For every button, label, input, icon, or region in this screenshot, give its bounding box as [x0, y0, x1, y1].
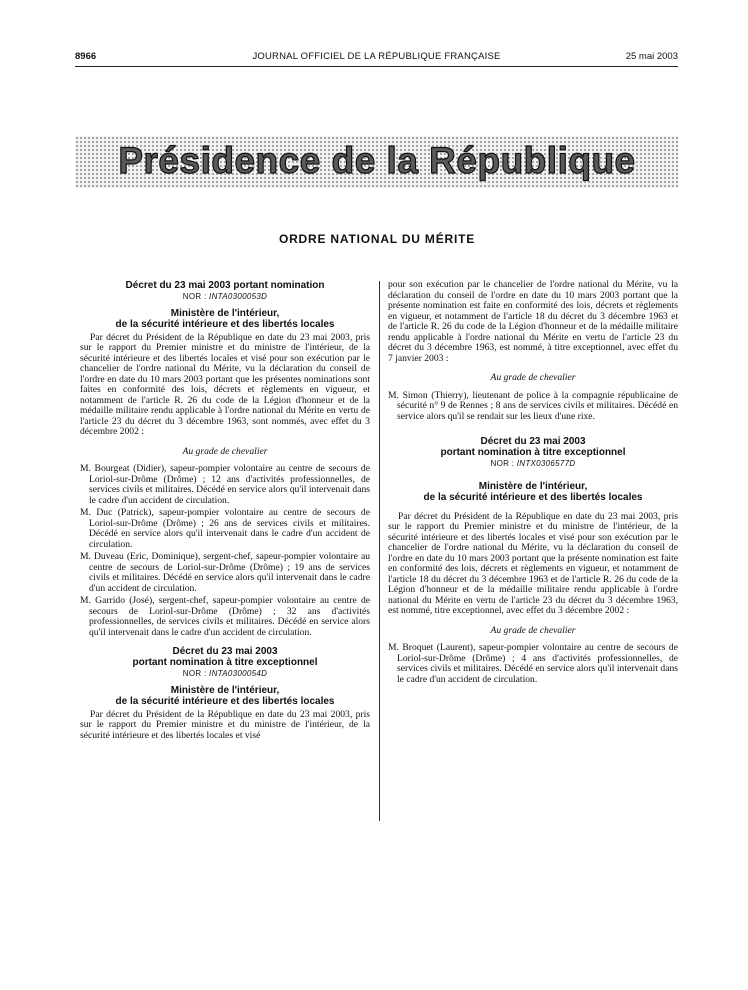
decree-heading-line-1: Décret du 23 mai 2003: [172, 646, 278, 657]
nominee-entry: M. Broquet (Laurent), sapeur-pompier volontaire au centre de secours de Loriol-sur-Drôme (Drôme) ; 4 ans d'activités professionnelles, de services civils et militaires. Décédé en service alors qu'il intervenait dans le cadre d'un accident de circulation.: [388, 642, 678, 685]
left-column: [80, 280, 370, 741]
nor-code: INTA0300054D: [209, 669, 268, 678]
issue-date: 25 mai 2003: [625, 51, 678, 62]
nominee-entry: M. Bourgeat (Didier), sapeur-pompier volontaire au centre de secours de Loriol-sur-Drôme (Drôme) ; 12 ans d'activités professionnelles, de services civils et militaires. Décédé en service alors qu'il intervenait dans le cadre d'un accident de circulation.: [80, 463, 370, 506]
decree-heading-line-2: portant nomination à titre exceptionnel: [440, 447, 626, 458]
decree-heading: [388, 436, 678, 458]
nor-reference: [388, 459, 678, 470]
decree-body: Par décret du Président de la République en date du 23 mai 2003, pris sur le rapport du Premier ministre et du ministre de l'intérieur, de la sécurité intérieure et des libertés locales et visé pour son exécution par le chancelier de l'ordre national du Mérite, vu la déclaration du conseil de l'ordre en date du 10 mars 2003 portant que les présentes nominations sont faites en conformité des lois, décrets et règlements en vigueur, et notamment de l'article R. 26 du code de la Légion d'honneur et de la médaille militaire rendu applicable à l'ordre national du Mérite en vertu de l'article 23 du décret du 3 décembre 1963, sont nommés, avec effet du 3 décembre 2002 :: [80, 331, 370, 437]
grade-heading: Au grade de chevalier: [490, 624, 576, 636]
ministry-line-2: de la sécurité intérieure et des libertés locales: [423, 491, 643, 503]
ministry-heading: [80, 308, 370, 330]
ministry-heading: [80, 685, 370, 707]
nominee-entry: M. Duveau (Eric, Dominique), sergent-chef, sapeur-pompier volontaire au centre de secours de Loriol-sur-Drôme (Drôme) ; 19 ans de services civils et militaires. Décédé en service alors qu'il intervenait dans le cadre d'un accident de circulation.: [80, 551, 370, 594]
column-divider: [379, 281, 380, 821]
nominee-entry: M. Garrido (José), sergent-chef, sapeur-pompier volontaire au centre de secours de Loriol-sur-Drôme (Drôme) ; 32 ans d'activités professionnelles, de services civils et militaires. Décédé en service alors qu'il intervenait dans le cadre d'un accident de circulation.: [80, 595, 370, 638]
section-banner: [75, 136, 679, 188]
decree-heading-line-1: Décret du 23 mai 2003: [480, 436, 586, 447]
grade-heading: Au grade de chevalier: [182, 445, 268, 457]
ministry-heading: [388, 481, 678, 503]
journal-title: JOURNAL OFFICIEL DE LA RÉPUBLIQUE FRANÇAISE: [252, 51, 501, 62]
page-header: [75, 51, 678, 65]
ministry-line-1: Ministère de l'intérieur,: [170, 684, 280, 696]
nor-code: INTX0306577D: [516, 459, 576, 468]
header-rule: [75, 66, 678, 67]
decree-block-2: [80, 646, 370, 741]
nor-code: INTA0300053D: [209, 292, 268, 301]
decree-body-continuation: pour son exécution par le chancelier de l'ordre national du Mérite, vu la déclaration du conseil de l'ordre en date du 10 mars 2003 portant que la présente nomination est faite en conformité des lois, décrets et règlements en vigueur, et notamment de l'article 18 du décret du 3 décembre 1963 et de l'article R. 26 du code de la Légion d'honneur et de la médaille militaire rendu applicable à l'ordre national du Mérite en vertu de l'article 23 du décret du 3 décembre 1963, est nommé, à titre exceptionnel, avec effet du 7 janvier 2003 :: [388, 279, 678, 364]
nor-label: NOR :: [182, 292, 210, 301]
nominee-entry: M. Duc (Patrick), sapeur-pompier volontaire au centre de secours de Loriol-sur-Drôme (Drôme) ; 26 ans de services civils et militaires. Décédé en service alors qu'il intervenait dans le cadre d'un accident de circulation.: [80, 507, 370, 550]
ministry-line-1: Ministère de l'intérieur,: [170, 307, 280, 319]
grade-heading: Au grade de chevalier: [490, 372, 576, 383]
nominee-entry: M. Simon (Thierry), lieutenant de police à la compagnie républicaine de sécurité n° 9 de Rennes ; 8 ans de services civils et militaires. Décédé en service alors qu'il se rendait sur les lieux d'une rixe.: [388, 389, 678, 422]
decree-body-start: Par décret du Président de la République en date du 23 mai 2003, pris sur le rapport du Premier ministre et du ministre de l'intérieur, de la sécurité intérieure et des libertés locales et visé: [80, 708, 370, 741]
nor-label: NOR :: [182, 669, 210, 678]
page-number: 8966: [75, 51, 97, 62]
decree-block-3: [388, 436, 678, 685]
nor-reference: [80, 292, 370, 303]
decree-body: Par décret du Président de la République en date du 23 mai 2003, pris sur le rapport du Premier ministre et du ministre de l'intérieur, de la sécurité intérieure et des libertés locales et visé pour son exécution par le chancelier de l'ordre national du Mérite, vu la déclaration du conseil de l'ordre en date du 10 mars 2003 portant que la présente nomination est faite en conformité des lois, décrets et règlements en vigueur, et notamment de l'article 18 du décret du 3 décembre 1963 et de l'article R. 26 du code de la Légion d'honneur et de la médaille militaire rendu applicable à l'ordre national du Mérite en vertu de l'article 23 du décret du 3 décembre 1963, est nommé, titre exceptionnel, avec effet du 3 décembre 2002 :: [388, 510, 678, 616]
decree-block-1: [80, 280, 370, 638]
nor-reference: [80, 669, 370, 680]
ministry-line-2: de la sécurité intérieure et des libertés locales: [115, 318, 335, 330]
decree-heading: Décret du 23 mai 2003 portant nomination: [125, 280, 325, 291]
banner-title: Présidence de la République: [118, 140, 636, 181]
right-column: [388, 280, 678, 687]
decree-heading: [80, 646, 370, 668]
decree-heading-line-2: portant nomination à titre exceptionnel: [132, 657, 318, 668]
section-title: ORDRE NATIONAL DU MÉRITE: [278, 232, 476, 246]
ministry-line-1: Ministère de l'intérieur,: [478, 480, 588, 492]
nor-label: NOR :: [490, 459, 517, 468]
ministry-line-2: de la sécurité intérieure et des libertés locales: [115, 695, 335, 707]
